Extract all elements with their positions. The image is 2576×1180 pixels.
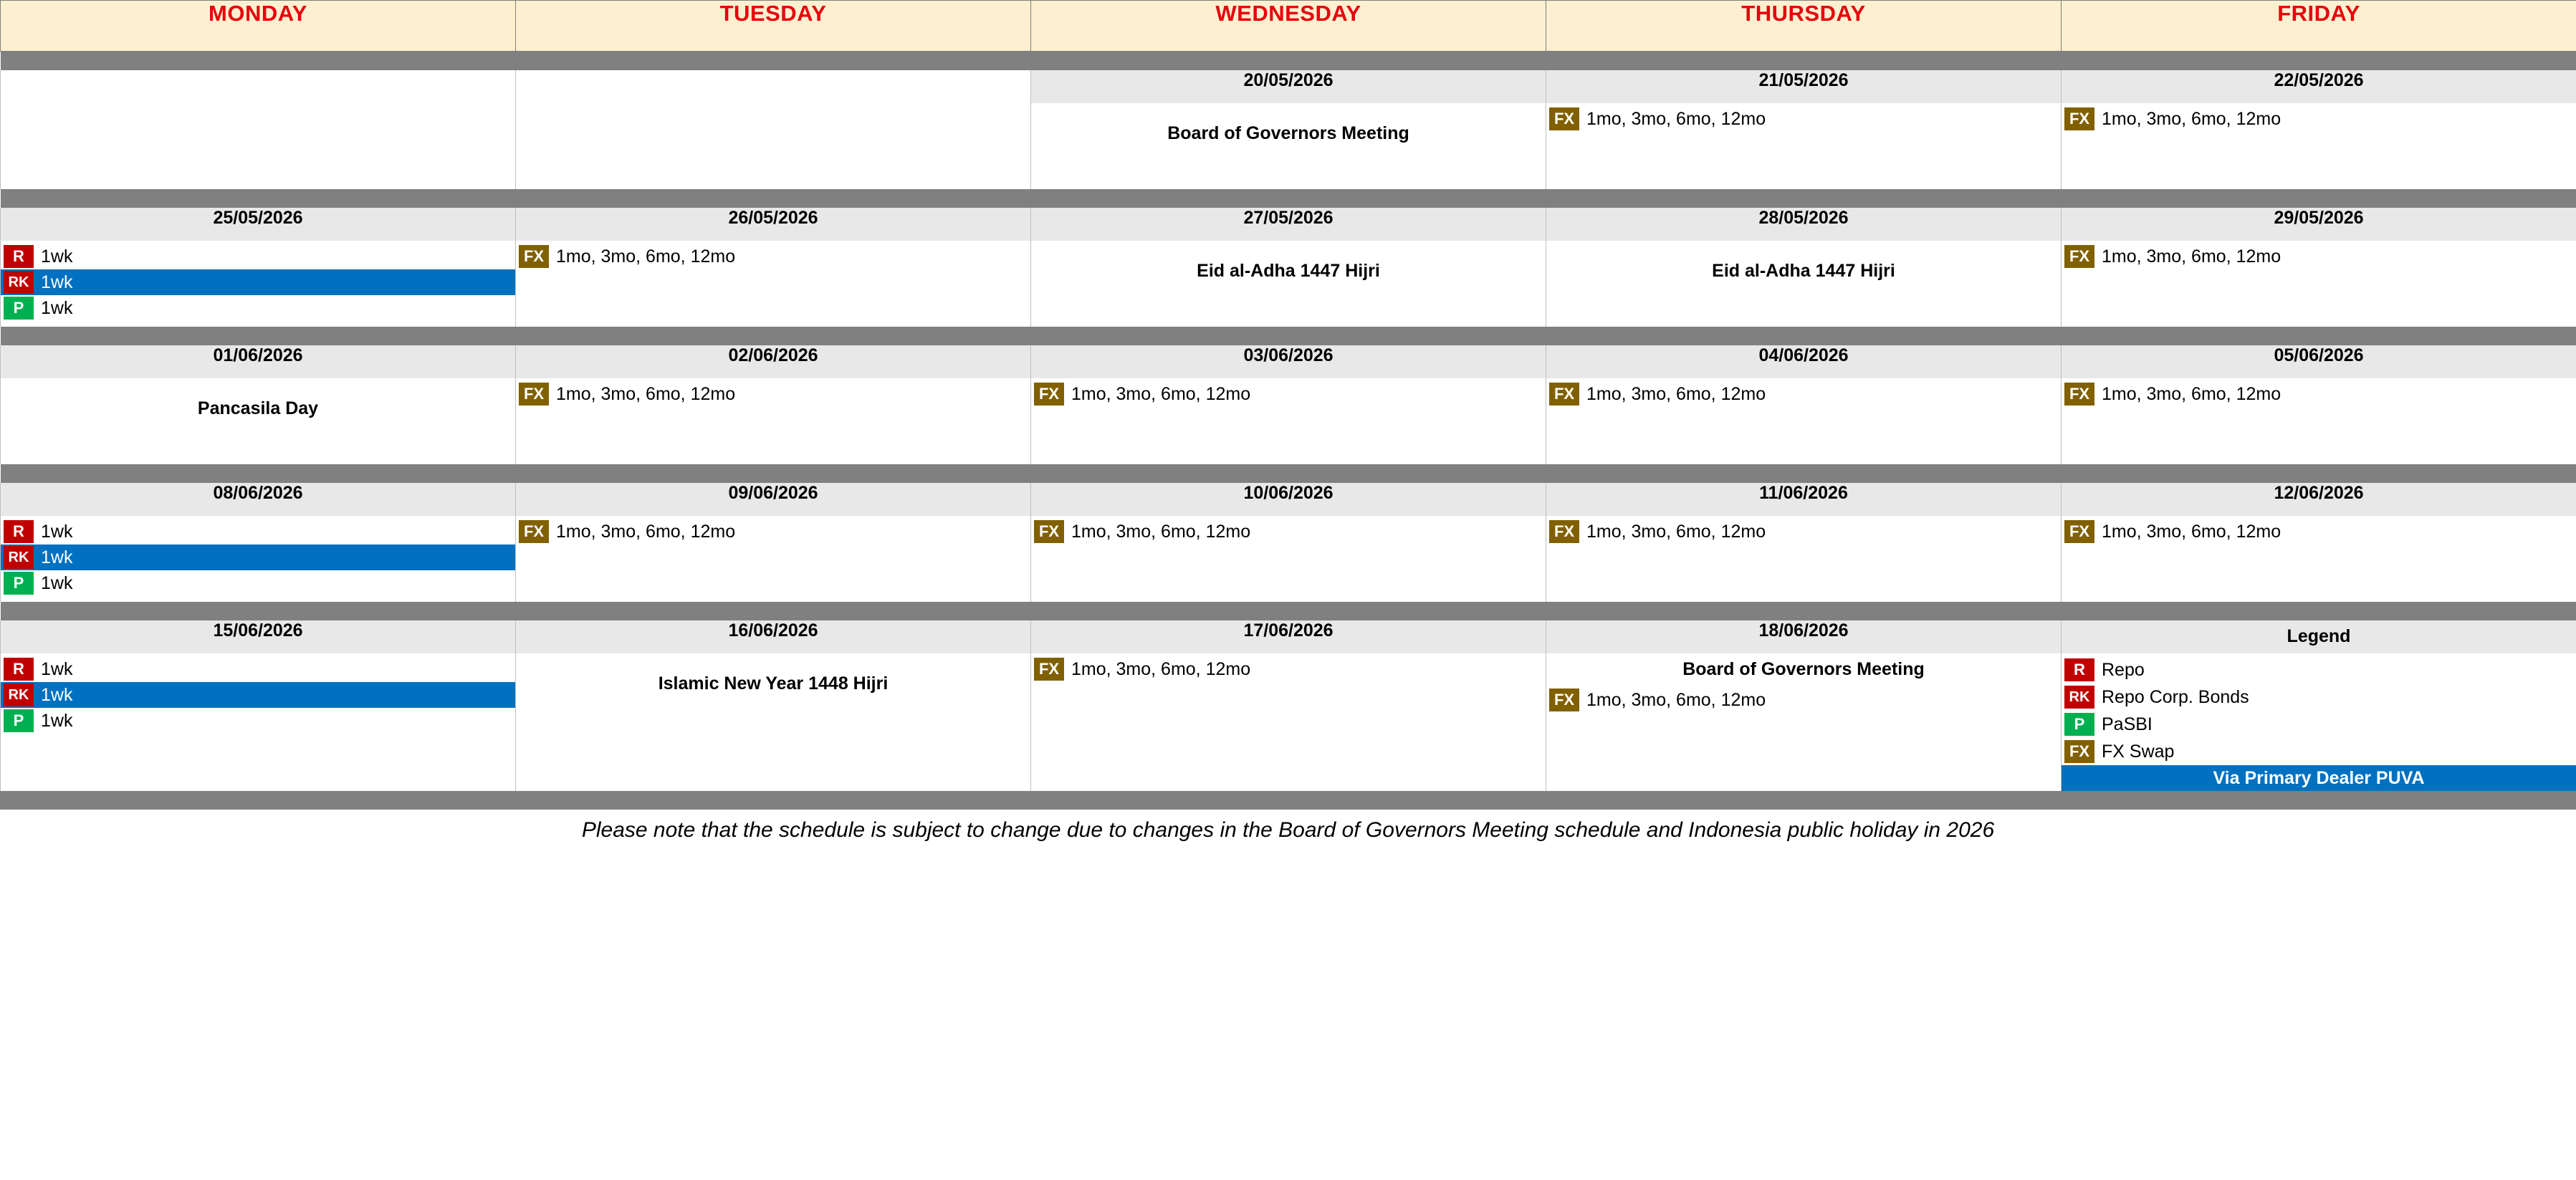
instrument-tenor: 1mo, 3mo, 6mo, 12mo [556,521,736,542]
instrument-tenor: 1mo, 3mo, 6mo, 12mo [556,246,736,267]
day-cell [1546,103,2062,189]
date-cell [516,70,1031,103]
instrument-tenor: 1wk [41,297,73,318]
day-cell [1546,516,2062,602]
day-cell-content [1,103,515,106]
legend-item [2062,738,2576,765]
date-cell: 25/05/2026 [1,208,516,241]
day-cell-content [516,653,1030,694]
day-cell-content [1546,516,2061,545]
instrument-line [1,708,515,734]
date-cell: 17/06/2026 [1031,620,1546,653]
date-cell: 15/06/2026 [1,620,516,653]
weekday-header-row [1,1,2576,52]
day-event-label: Board of Governors Meeting [1682,659,1925,679]
instrument-line [1,656,515,682]
instrument-tag-fx-icon: FX [2064,383,2094,406]
legend-item-label: FX Swap [2102,741,2175,762]
instrument-tag-fx-icon: FX [1034,658,1064,681]
week-separator-band [1,464,2576,483]
week-separator [1,602,2576,620]
legend-tag-p-icon: P [2064,713,2094,736]
day-cell-content [516,378,1030,407]
date-cell [1,70,516,103]
day-cell [2062,516,2576,602]
instrument-line [2062,106,2576,132]
date-cell: 10/06/2026 [1031,483,1546,516]
instrument-line [2062,244,2576,269]
day-cell [2062,653,2576,791]
instrument-tenor: 1wk [41,572,73,593]
day-cell-content [1,241,515,321]
legend-tag-fx-icon: FX [2064,740,2094,763]
instrument-tag-fx-icon: FX [2064,107,2094,130]
day-cell [516,653,1031,791]
day-cell [1,653,516,791]
day-cell-content [516,103,1030,106]
weekday-header-monday: MONDAY [1,1,516,52]
instrument-tenor: 1mo, 3mo, 6mo, 12mo [1071,521,1251,542]
instrument-tenor: 1mo, 3mo, 6mo, 12mo [1586,108,1766,129]
day-event-label: Board of Governors Meeting [1167,123,1409,143]
date-row [1,208,2576,241]
instrument-line [516,381,1030,407]
instrument-tag-p-icon: P [4,709,34,732]
instrument-tenor: 1mo, 3mo, 6mo, 12mo [2102,383,2281,404]
legend-tag-rk-icon: RK [2064,686,2094,709]
week-body-row [1,653,2576,791]
day-cell [1031,653,1546,791]
day-cell [1031,516,1546,602]
date-cell: 02/06/2026 [516,345,1031,378]
week-separator [1,464,2576,483]
instrument-line [1,295,515,321]
week-separator [1,189,2576,208]
day-cell-content [1031,653,1546,682]
day-cell [516,241,1031,327]
day-event-label: Eid al-Adha 1447 Hijri [1712,261,1895,281]
instrument-line [1031,381,1546,407]
day-cell [1031,103,1546,189]
week-body-row [1,378,2576,464]
instrument-line [2062,381,2576,407]
bottom-band [0,791,2576,810]
week-separator [1,327,2576,345]
legend-item-label: Repo [2102,659,2145,680]
date-cell: 11/06/2026 [1546,483,2062,516]
instrument-tenor: 1wk [41,521,73,542]
day-cell [2062,103,2576,189]
weekday-header-thursday: THURSDAY [1546,1,2062,52]
instrument-tag-p-icon: P [4,297,34,320]
day-cell-content [516,241,1030,269]
instrument-tenor: 1mo, 3mo, 6mo, 12mo [1071,383,1251,404]
date-cell: 01/06/2026 [1,345,516,378]
day-cell [2062,378,2576,464]
instrument-line [1,519,515,545]
legend-item [2062,656,2576,683]
day-cell-content [1,653,515,734]
instrument-tag-r-icon: R [4,245,34,268]
date-cell: 16/06/2026 [516,620,1031,653]
instrument-line [1,570,515,596]
instrument-tag-fx-icon: FX [519,245,549,268]
day-cell-content [516,516,1030,545]
instrument-tenor: 1wk [41,684,73,705]
day-cell-content [1031,241,1546,282]
instrument-tenor: 1wk [41,547,73,567]
instrument-tag-p-icon: P [4,572,34,595]
instrument-line [2062,519,2576,545]
date-cell: 29/05/2026 [2062,208,2576,241]
instrument-tenor: 1wk [41,658,73,679]
instrument-line [1,244,515,269]
legend-item [2062,683,2576,711]
date-row [1,620,2576,653]
instrument-tag-fx-icon: FX [1549,107,1579,130]
week-body-row [1,103,2576,189]
date-cell: 21/05/2026 [1546,70,2062,103]
date-cell: 05/06/2026 [2062,345,2576,378]
instrument-line [516,244,1030,269]
instrument-line [1546,687,2061,713]
instrument-line [1546,381,2061,407]
day-cell-content [1546,103,2061,132]
day-cell-content [2062,516,2576,545]
legend-item-label: Repo Corp. Bonds [2102,686,2249,707]
week-body-row [1,516,2576,602]
date-cell: 20/05/2026 [1031,70,1546,103]
date-cell: 22/05/2026 [2062,70,2576,103]
legend-tag-r-icon: R [2064,658,2094,681]
day-cell-content [2062,241,2576,269]
date-cell: 03/06/2026 [1031,345,1546,378]
instrument-line [1546,519,2061,545]
instrument-tag-rk-icon: RK [4,546,34,569]
date-cell: 18/06/2026 [1546,620,2062,653]
instrument-tag-fx-icon: FX [2064,245,2094,268]
week-separator-band [1,327,2576,345]
day-cell-content [1546,653,2061,713]
legend-primary-dealer-bar: Via Primary Dealer PUVA [2062,765,2576,791]
instrument-line [1,545,515,570]
date-row [1,483,2576,516]
date-cell: 08/06/2026 [1,483,516,516]
day-cell [1,378,516,464]
day-cell [1546,241,2062,327]
day-event-label: Eid al-Adha 1447 Hijri [1197,261,1380,281]
instrument-line [1546,106,2061,132]
date-cell: 04/06/2026 [1546,345,2062,378]
instrument-tenor: 1mo, 3mo, 6mo, 12mo [2102,246,2281,267]
day-cell-content [2062,103,2576,132]
instrument-tenor: 1mo, 3mo, 6mo, 12mo [2102,108,2281,129]
instrument-tag-r-icon: R [4,658,34,681]
instrument-tenor: 1mo, 3mo, 6mo, 12mo [556,383,736,404]
instrument-tag-fx-icon: FX [1549,383,1579,406]
legend-item [2062,711,2576,738]
week-separator [1,52,2576,71]
day-cell [1546,653,2062,791]
instrument-line [516,519,1030,545]
day-cell-content [1,378,515,419]
day-cell-content [1,516,515,596]
day-cell-content [1546,241,2061,282]
day-cell-content [1031,516,1546,545]
instrument-tag-r-icon: R [4,520,34,543]
day-cell [1546,378,2062,464]
day-cell-content [1031,378,1546,407]
instrument-tag-fx-icon: FX [1034,383,1064,406]
week-body-row [1,241,2576,327]
legend-item-label: PaSBI [2102,714,2153,734]
instrument-tenor: 1mo, 3mo, 6mo, 12mo [1586,521,1766,542]
date-cell: 09/06/2026 [516,483,1031,516]
instrument-line [1,269,515,295]
instrument-tenor: 1mo, 3mo, 6mo, 12mo [1586,383,1766,404]
day-cell [516,516,1031,602]
week-separator-band [1,52,2576,71]
day-cell-content [1546,378,2061,407]
day-cell [2062,241,2576,327]
date-row [1,70,2576,103]
week-separator-band [1,189,2576,208]
instrument-tag-fx-icon: FX [1034,520,1064,543]
date-row [1,345,2576,378]
day-cell [1,516,516,602]
week-separator-band [1,602,2576,620]
day-event-label: Islamic New Year 1448 Hijri [658,673,889,694]
instrument-tenor: 1wk [41,710,73,731]
instrument-tenor: 1mo, 3mo, 6mo, 12mo [1586,689,1766,710]
instrument-tag-rk-icon: RK [4,683,34,706]
day-cell [516,103,1031,189]
instrument-tenor: 1mo, 3mo, 6mo, 12mo [1071,658,1251,679]
day-cell-content [2062,653,2576,791]
date-cell: 12/06/2026 [2062,483,2576,516]
weekday-header-wednesday: WEDNESDAY [1031,1,1546,52]
instrument-tag-fx-icon: FX [2064,520,2094,543]
day-cell [516,378,1031,464]
date-cell: 26/05/2026 [516,208,1031,241]
day-cell [1031,378,1546,464]
footer-note: Please note that the schedule is subject to change due to changes in the Board of Governors Meeting schedule and Indonesia public holiday in 2026 [581,818,1995,842]
day-cell-content [1031,103,1546,144]
day-cell-content [2062,378,2576,407]
instrument-tag-fx-icon: FX [519,520,549,543]
day-event-label: Pancasila Day [197,398,319,418]
date-cell: 28/05/2026 [1546,208,2062,241]
day-cell [1031,241,1546,327]
day-cell [1,103,516,189]
weekday-header-friday: FRIDAY [2062,1,2576,52]
instrument-tag-fx-icon: FX [1549,689,1579,711]
instrument-tenor: 1wk [41,246,73,267]
instrument-tag-fx-icon: FX [1549,520,1579,543]
instrument-tag-rk-icon: RK [4,271,34,294]
legend-title: Legend [2062,620,2576,653]
weekday-header-tuesday: TUESDAY [516,1,1031,52]
day-cell [1,241,516,327]
instrument-tag-fx-icon: FX [519,383,549,406]
instrument-tenor: 1mo, 3mo, 6mo, 12mo [2102,521,2281,542]
instrument-tenor: 1wk [41,272,73,292]
instrument-line [1031,656,1546,682]
instrument-line [1,682,515,708]
instrument-line [1031,519,1546,545]
date-cell: 27/05/2026 [1031,208,1546,241]
